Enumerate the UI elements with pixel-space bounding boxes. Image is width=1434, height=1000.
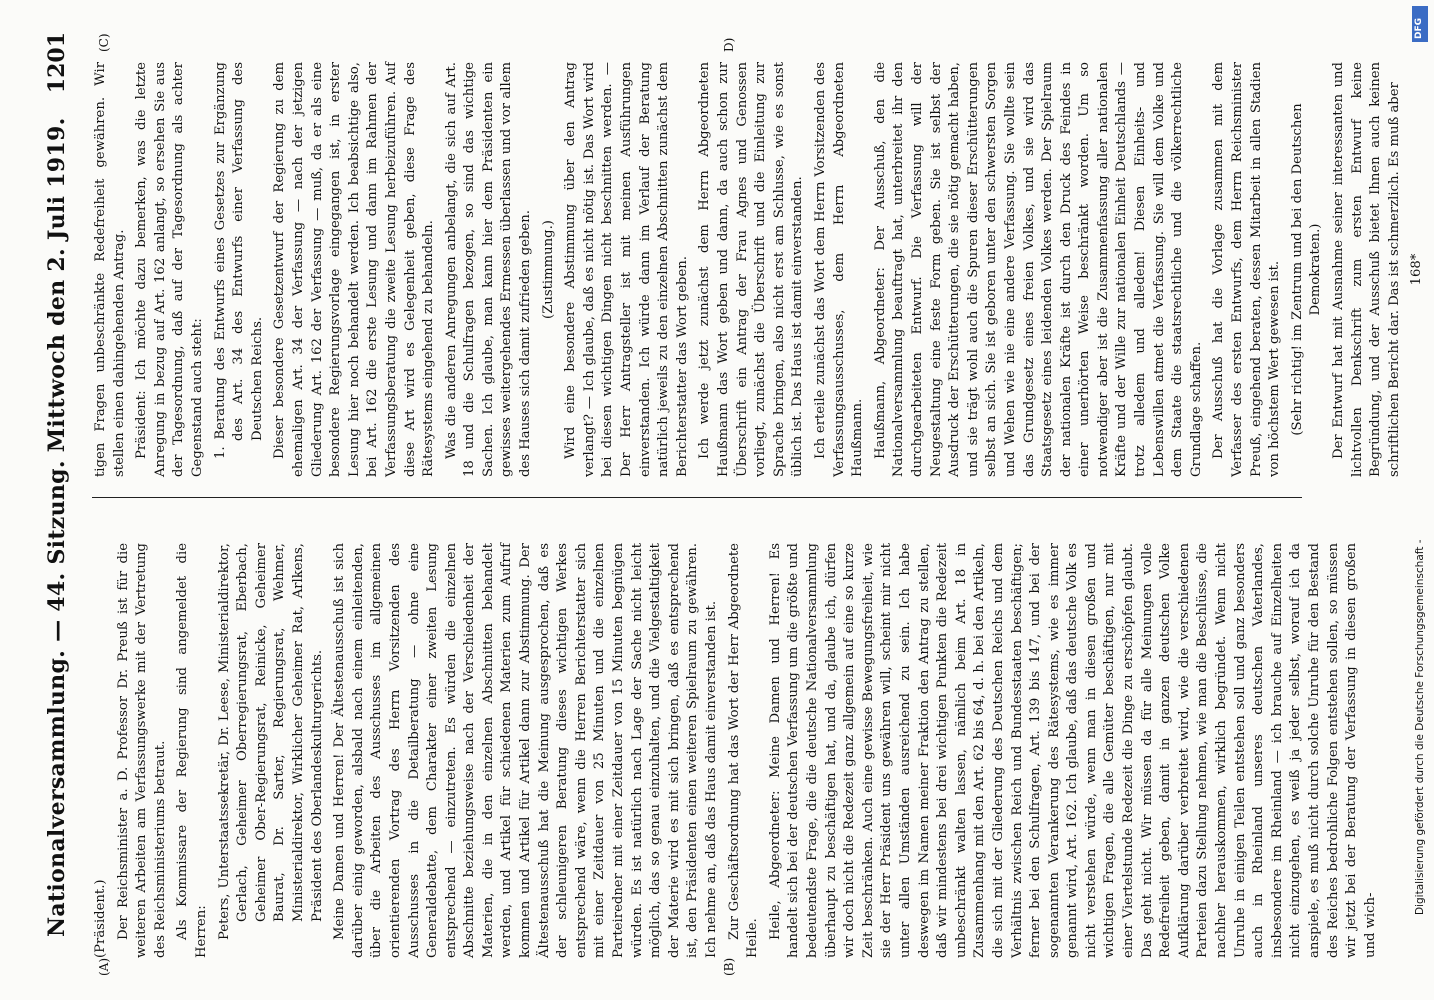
paragraph: Der Ausschuß hat die Vorlage zusammen mit dem Verfasser des ersten Entwurfs, dem Herrn Reichsminister Preuß, eingehend beraten, dessen Mitarbeit in allen Stadien von höchstem Wert gewesen ist. [1211,62,1283,477]
interjection: (Zustimmung.) [540,220,556,319]
commissioner-list: Peters, Unterstaatssekretär, Dr. Leese, Ministerialdirektor, Gerlach, Geheimer Oberregierungsrat, Eberbach, Geheimer Ober-Regierungsrat, Reinicke, Geheimer Baurat, Dr. Sarter, Regierungsrat, Wehmer, Ministerialdirektor, Wirklicher Geheimer Rat, Arlkens, Präsident des Oberlandeskulturgerichts. [216,543,325,940]
margin-marker-c: (C) [97,33,111,52]
paragraph: Meine Damen und Herren! Der Ältestenausschuß ist sich darüber einig geworden, alsbald nach einem einleitenden, über die Arbeiten des Ausschusses im allgemeinen orientierenden Vortrag des Herrn Vorsitzenden des Ausschusses in die Detailberatung — ohne eine Generaldebatte, dem Charakter einer zweiten Lesung entsprechend — einzutreten. Es würden die einzelnen Abschnitte beziehungsweise nach der Verschiedenheit der Materien, die in den einzelnen Abschnitten behandelt werden, und Artikel für schiedenen Materien zum Aufruf kommen und Artikel für Artikel dann zur Abstimmung. Der Ältestenausschuß hat die Meinung ausgesprochen, daß es der schleunigeren Beratung dieses wichtigen Werkes entsprechend wäre, wenn die Herren Berichterstatter sich mit einer Zeitdauer von 25 Minuten und die einzelnen Parteiredner mit einer Zeitdauer von 15 Minuten begnügen würden. Es ist natürlich nach Lage der Sache nicht leicht möglich, das so genau einzuhalten, und die Vielgestaltigkeit der Materie wird es mit sich bringen, daß es entsprechend ist, den Präsidenten einen weiteren Spielraum zu gewähren. Ich nehme an, daß das Haus damit einverstanden ist. [332,543,719,958]
paragraph: Heile, Abgeordneter: Meine Damen und Herren! Es handelt sich bei der deutschen Verfassung um die größte und bedeutendste Frage, die die deutsche Nationalversammlung überhaupt zu beschäftigen hat, und da, glaube ich, dürfen wir doch nicht die Redezeit ganz allgemein auf eine so kurze Zeit beschränken. Auch eine gewisse Bewegungsfreiheit, wie sie der Herr Präsident uns gewähren will, scheint mir nicht unter allen Umständen ausreichend zu sein. Ich habe deswegen im Namen meiner Fraktion den Antrag zu stellen, daß wir mindestens bei drei wichtigen Punkten die Redezeit unbeschränkt walten lassen, nämlich beim Art. 18 in Zusammenhang mit den Art. 62 bis 64, d. h. bei den Artikeln, die sich mit der Gliederung des Deutschen Reichs und dem Verhältnis zwischen Reich und Bundesstaaten beschäftigen; ferner bei den Schulfragen, Art. 139 bis 147, und bei der sogenannten Verankerung des Rätesystems, wie es immer genannt wird, Art. 162. Ich glaube, daß das deutsche Volk es nicht verstehen würde, wenn man in diesen großen und wichtigen Fragen, die alle Gemüter beschäftigen, nur mit einer Viertelstunde Redezeit die Dinge zu erschöpfen glaubt. Das geht nicht. Wir müssen da für alle Meinungen volle Redefreiheit geben, damit in ganzen deutschen Volke Aufklärung darüber verbreitet wird, wie die verschiedenen Parteien dazu Stellung nehmen, wie man die Beschlüsse, die nachher herauskommen, wirklich begründet. Wenn nicht Unruhe in einigen Teilen entstehen soll und ganz besonders auch in Rheinland unseres deutschen Vaterlandes, insbesondere im Rheinland — ich brauche auf Einzelheiten nicht einzugehen, es weiß ja jeder selbst, worauf ich da anspiele, es muß nicht durch solche Unruhe für den Bestand des Reiches bedrohliche Folgen entstehen sollen, so müssen wir jetzt bei der Beratung der Verfassung in diesen großen und wich- [767,543,1378,958]
dfg-logo-text: DFG [1414,17,1424,39]
paragraph: Dieser besondere Gesetzentwurf der Regierung zu dem ehemaligen Art. 34 der Verfassung — nach der jetzigen Gliederung Art. 162 der Verfassung — muß, da er als eine besondere Regierungsvorlage eingegangen ist, in erster Lesung hier noch behandelt werden. Ich beabsichtige also, bei Art. 162 die erste Lesung und dann im Rahmen der Verfassungsberatung die zweite Lesung herbeizuführen. Auf diese Art wird es Gelegenheit geben, diese Frage des Rätesystems eingehend zu behandeln. [272,62,437,477]
left-column [92,543,1378,958]
running-header [44,22,84,982]
paragraph: Ich erteile zunächst das Wort dem Herrn Vorsitzenden des Verfassungsausschusses, dem Herrn Abgeordneten Haußmann. [812,62,866,477]
paragraph: Ich werde jetzt zunächst dem Herrn Abgeordneten Haußmann das Wort geben und dann, da auch schon zur Überschrift ein Antrag der Frau Agnes und Genossen vorliegt, zunächst die Überschrift und die Einleitung zur Sprache bringen, also nicht erst am Schlusse, wie es sonst üblich ist. Das Haus ist damit einverstanden. [697,62,806,477]
right-column [92,62,1425,477]
header-title: Nationalversammlung. — 44. Sitzung. Mittwoch den 2. Juli 1919. [44,117,70,937]
dfg-logo [1412,6,1428,42]
paragraph: Zur Geschäftsordnung hat das Wort der Herr Abgeordnete Heile. [726,543,761,958]
agenda-item: 1. Beratung des Entwurfs eines Gesetzes zur Ergänzung des Art. 34 des Entwurfs einer Verfassung des Deutschen Reichs. [212,62,265,459]
paragraph: Als Kommissare der Regierung sind angemeldet die Herren: [175,543,209,958]
page-number: 1201 [44,32,70,94]
paragraph: tigen Fragen unbeschränkte Redefreiheit gewähren. Wir stellen einen dahingehenden Antrag. [93,62,127,477]
funding-watermark-text: Digitalisierung gefördert durch die Deutsche Forschungsgemeinschaft - [1414,539,1426,915]
margin-marker-a: (A) [97,957,111,976]
signature-mark: 168* [1409,253,1425,286]
margin-marker-d: D) [722,37,736,52]
paragraph: Der Reichsminister a. D. Professor Dr. Preuß ist für die weiteren Arbeiten am Verfassungswerke mit der Vertretung des Reichsministeriums betraut. [115,543,168,958]
paragraph: Was die anderen Anregungen anbelangt, die sich auf Art. 18 und die Schulfragen bezogen, so sind das wichtige Sachen. Ich glaube, man kann hier dem Präsidenten ein gewisses weitergehendes Ermessen überlassen und vor allem des Hauses sich damit zufrieden geben. [443,62,534,477]
speaker-heading: (Präsident.) [93,879,108,958]
paragraph: Haußmann, Abgeordneter: Der Ausschuß, den die Nationalversammlung beauftragt hat, unterbreitet ihr den durchgearbeiteten Entwurf. Die Verfassung will der Neugestaltung eine feste Form geben. Sie ist selbst der Ausdruck der Erschütterungen, die sie nötig gemacht haben, und sie trägt wohl auch die Spuren dieser Erschütterungen selbst an sich. Sie ist geboren unter den schwersten Sorgen und Wehen wie nie eine andere Verfassung. Sie wollte sein das Grundgesetz eines freien Volkes, und sie wird das Staatsgesetz eines leidenden Volkes werden. Der Spielraum der nationalen Kräfte ist durch den Druck des Feindes in einer unerhörten Weise beschränkt worden. Um so notwendiger aber ist die Zusammenfassung aller nationalen Kräfte und der Wille zur nationalen Einheit Deutschlands — trotz alledem und alledem! Diesen Einheits- und Lebenswillen atmet die Verfassung. Sie will dem Volke und dem Staate die staatsrechtliche und die völkerrechtliche Grundlage schaffen. [872,62,1204,477]
margin-marker-b: (B) [722,957,736,976]
interjection: (Sehr richtig! im Zentrum und bei den Deutschen Demokraten.) [1289,103,1324,436]
paragraph: Präsident: Ich möchte dazu bemerken, was die letzte Anregung in bezug auf Art. 162 anlangt, so ersehen Sie aus der Tagesordnung, daß auf der Tagesordnung als achter Gegenstand auch steht: [134,62,205,477]
funding-watermark [1330,539,1426,916]
column-divider [92,497,1302,498]
paragraph: Der Entwurf hat mit Ausnahme seiner interessanten und lichtvollen Denkschrift zum ersten Entwurf keine Begründung, und der Ausschuß bietet Ihnen auch keinen schriftlichen Bericht dar. Das ist schmerzlich. Es muß aber [1331,62,1402,477]
paragraph: Wird eine besondere Abstimmung über den Antrag verlangt? — Ich glaube, daß es nicht nötig ist. Das Wort wird bei diesen wichtigen Dingen nicht beschnitten werden. — Der Herr Antragsteller ist mit meinen Ausführungen einverstanden. Ich würde dann im Verlauf der Beratung natürlich jeweils zu den einzelnen Abschnitten zunächst dem Berichterstatter das Wort geben. [563,62,690,477]
